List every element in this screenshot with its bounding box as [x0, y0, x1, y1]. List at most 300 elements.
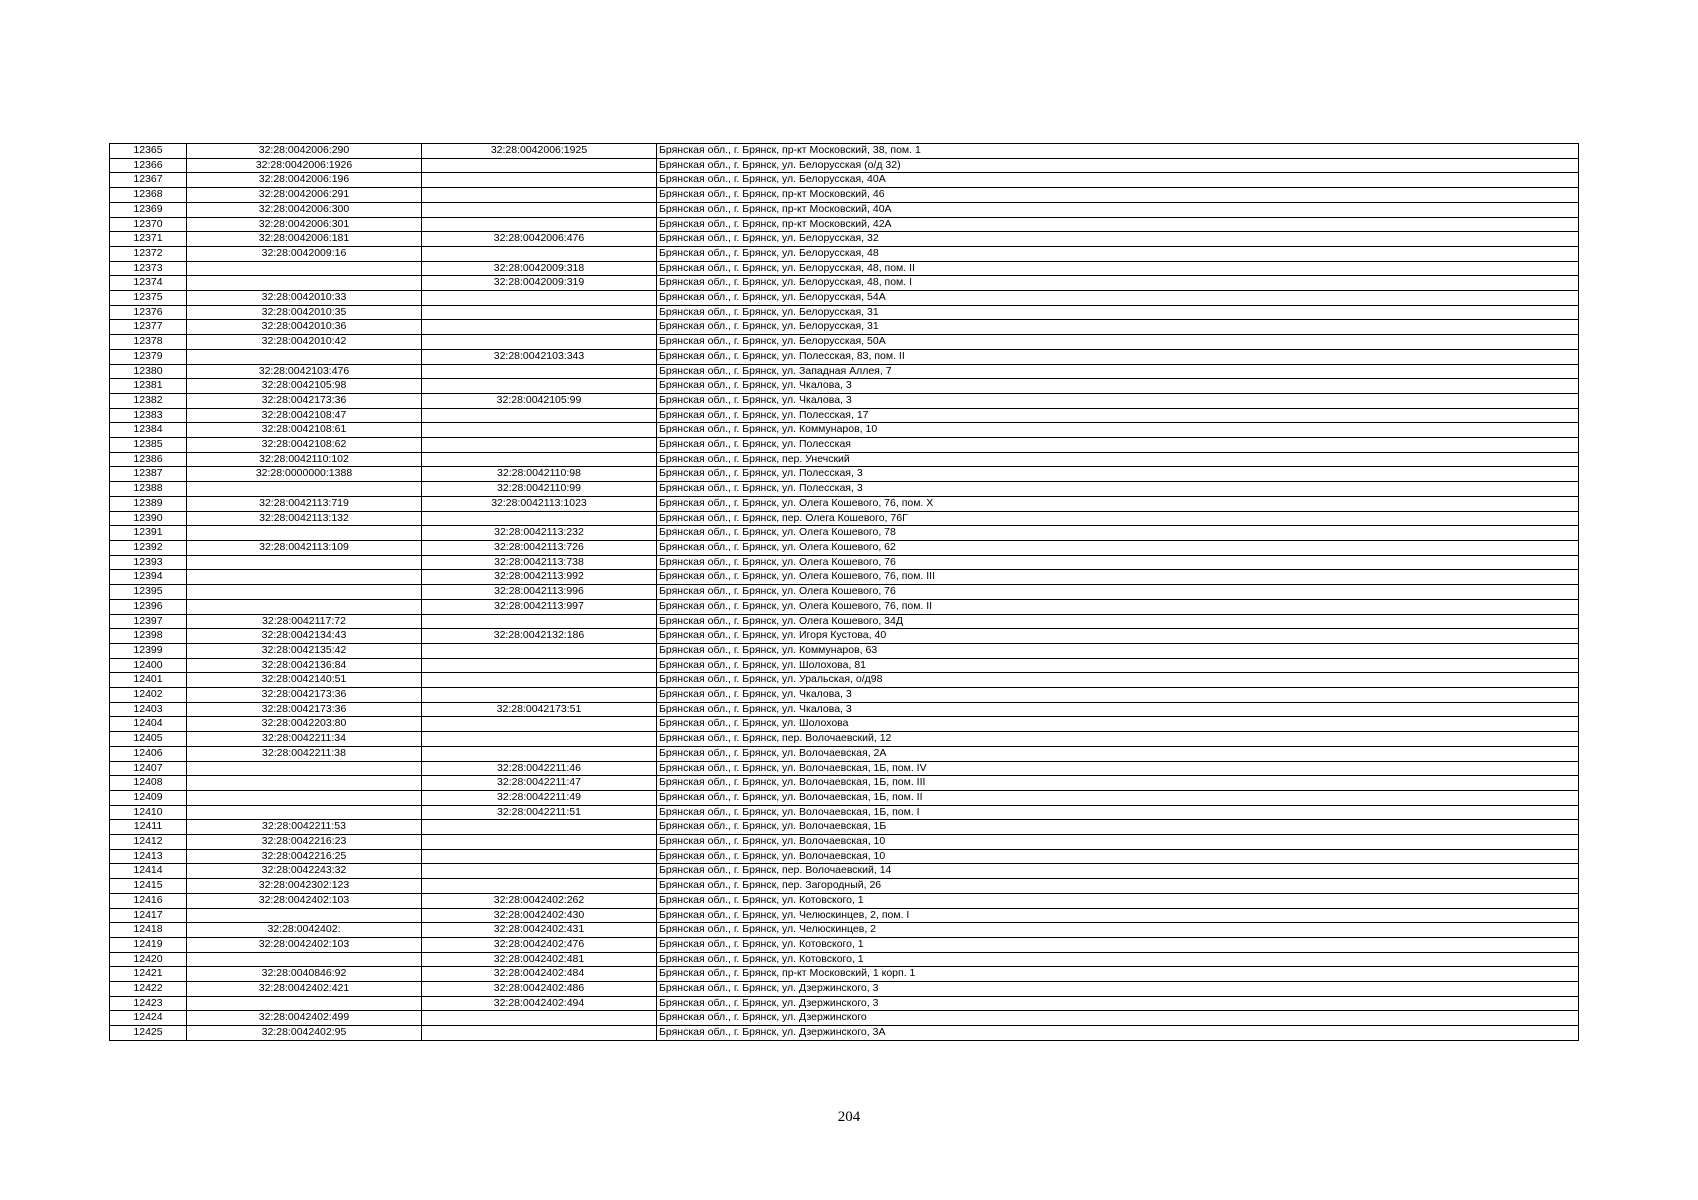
address-cell: Брянская обл., г. Брянск, ул. Коммунаров, 10: [657, 423, 1579, 438]
table-row: [110, 761, 1579, 776]
parcel-cadastral-number-cell: 32:28:0042211:38: [187, 746, 422, 761]
parcel-cadastral-number-cell: 32:28:0042108:47: [187, 408, 422, 423]
parcel-cadastral-number-cell: 32:28:0042010:35: [187, 305, 422, 320]
registry-table: [109, 143, 1579, 1041]
address-cell: Брянская обл., г. Брянск, пр-кт Московский, 46: [657, 188, 1579, 203]
address-cell: Брянская обл., г. Брянск, ул. Уральская, о/д98: [657, 673, 1579, 688]
address-cell: Брянская обл., г. Брянск, ул. Полесская, 17: [657, 408, 1579, 423]
table-row: [110, 349, 1579, 364]
object-cadastral-number-cell: [422, 746, 657, 761]
row-number-cell: 12409: [110, 790, 187, 805]
address-cell: Брянская обл., г. Брянск, ул. Белорусская (о/д 32): [657, 158, 1579, 173]
table-row: [110, 393, 1579, 408]
parcel-cadastral-number-cell: 32:28:0042006:291: [187, 188, 422, 203]
row-number-cell: 12388: [110, 482, 187, 497]
table-row: [110, 1011, 1579, 1026]
table-row: [110, 467, 1579, 482]
table-row: [110, 526, 1579, 541]
object-cadastral-number-cell: 32:28:0042402:430: [422, 908, 657, 923]
table-row: [110, 790, 1579, 805]
address-cell: Брянская обл., г. Брянск, ул. Волочаевская, 1Б, пом. I: [657, 805, 1579, 820]
parcel-cadastral-number-cell: 32:28:0042216:25: [187, 849, 422, 864]
address-cell: Брянская обл., г. Брянск, пр-кт Московский, 42А: [657, 217, 1579, 232]
object-cadastral-number-cell: 32:28:0042113:232: [422, 526, 657, 541]
row-number-cell: 12406: [110, 746, 187, 761]
address-cell: Брянская обл., г. Брянск, ул. Олега Кошевого, 76: [657, 585, 1579, 600]
table-row: [110, 805, 1579, 820]
address-cell: Брянская обл., г. Брянск, ул. Дзержинского, 3: [657, 982, 1579, 997]
address-cell: Брянская обл., г. Брянск, ул. Полесская: [657, 438, 1579, 453]
row-number-cell: 12412: [110, 835, 187, 850]
parcel-cadastral-number-cell: 32:28:0042108:61: [187, 423, 422, 438]
row-number-cell: 12416: [110, 893, 187, 908]
row-number-cell: 12423: [110, 996, 187, 1011]
object-cadastral-number-cell: [422, 511, 657, 526]
object-cadastral-number-cell: 32:28:0042103:343: [422, 349, 657, 364]
parcel-cadastral-number-cell: [187, 761, 422, 776]
parcel-cadastral-number-cell: 32:28:0042402:: [187, 923, 422, 938]
parcel-cadastral-number-cell: 32:28:0042140:51: [187, 673, 422, 688]
table-row: [110, 217, 1579, 232]
table-row: [110, 1026, 1579, 1041]
address-cell: Брянская обл., г. Брянск, ул. Волочаевская, 1Б, пом. IV: [657, 761, 1579, 776]
table-row: [110, 746, 1579, 761]
address-cell: Брянская обл., г. Брянск, ул. Чкалова, 3: [657, 379, 1579, 394]
parcel-cadastral-number-cell: 32:28:0042173:36: [187, 702, 422, 717]
table-row: [110, 452, 1579, 467]
address-cell: Брянская обл., г. Брянск, пер. Унечский: [657, 452, 1579, 467]
address-cell: Брянская обл., г. Брянск, ул. Волочаевская, 1Б, пом. II: [657, 790, 1579, 805]
parcel-cadastral-number-cell: [187, 349, 422, 364]
address-cell: Брянская обл., г. Брянск, ул. Волочаевская, 1Б, пом. III: [657, 776, 1579, 791]
address-cell: Брянская обл., г. Брянск, ул. Белорусская, 48, пом. II: [657, 261, 1579, 276]
table-row: [110, 438, 1579, 453]
row-number-cell: 12365: [110, 144, 187, 159]
parcel-cadastral-number-cell: 32:28:0042402:95: [187, 1026, 422, 1041]
table-row: [110, 673, 1579, 688]
table-row: [110, 629, 1579, 644]
parcel-cadastral-number-cell: [187, 585, 422, 600]
row-number-cell: 12390: [110, 511, 187, 526]
table-row: [110, 144, 1579, 159]
object-cadastral-number-cell: [422, 732, 657, 747]
row-number-cell: 12376: [110, 305, 187, 320]
table-row: [110, 849, 1579, 864]
parcel-cadastral-number-cell: 32:28:0042113:132: [187, 511, 422, 526]
address-cell: Брянская обл., г. Брянск, ул. Западная Аллея, 7: [657, 364, 1579, 379]
address-cell: Брянская обл., г. Брянск, ул. Олега Кошевого, 34Д: [657, 614, 1579, 629]
parcel-cadastral-number-cell: 32:28:0042103:476: [187, 364, 422, 379]
table-row: [110, 732, 1579, 747]
object-cadastral-number-cell: [422, 1011, 657, 1026]
row-number-cell: 12374: [110, 276, 187, 291]
object-cadastral-number-cell: [422, 673, 657, 688]
object-cadastral-number-cell: [422, 1026, 657, 1041]
table-row: [110, 908, 1579, 923]
parcel-cadastral-number-cell: 32:28:0042243:32: [187, 864, 422, 879]
object-cadastral-number-cell: [422, 217, 657, 232]
table-row: [110, 555, 1579, 570]
parcel-cadastral-number-cell: 32:28:0042113:719: [187, 496, 422, 511]
row-number-cell: 12377: [110, 320, 187, 335]
parcel-cadastral-number-cell: 32:28:0000000:1388: [187, 467, 422, 482]
row-number-cell: 12414: [110, 864, 187, 879]
row-number-cell: 12381: [110, 379, 187, 394]
table-row: [110, 585, 1579, 600]
row-number-cell: 12401: [110, 673, 187, 688]
table-row: [110, 937, 1579, 952]
parcel-cadastral-number-cell: [187, 908, 422, 923]
row-number-cell: 12373: [110, 261, 187, 276]
parcel-cadastral-number-cell: 32:28:0042203:80: [187, 717, 422, 732]
address-cell: Брянская обл., г. Брянск, ул. Дзержинского: [657, 1011, 1579, 1026]
row-number-cell: 12422: [110, 982, 187, 997]
table-row: [110, 276, 1579, 291]
object-cadastral-number-cell: [422, 688, 657, 703]
object-cadastral-number-cell: 32:28:0042211:51: [422, 805, 657, 820]
object-cadastral-number-cell: [422, 188, 657, 203]
parcel-cadastral-number-cell: [187, 996, 422, 1011]
table-row: [110, 820, 1579, 835]
parcel-cadastral-number-cell: 32:28:0042136:84: [187, 658, 422, 673]
parcel-cadastral-number-cell: 32:28:0042302:123: [187, 879, 422, 894]
row-number-cell: 12415: [110, 879, 187, 894]
object-cadastral-number-cell: [422, 408, 657, 423]
table-row: [110, 952, 1579, 967]
object-cadastral-number-cell: 32:28:0042110:98: [422, 467, 657, 482]
row-number-cell: 12425: [110, 1026, 187, 1041]
row-number-cell: 12389: [110, 496, 187, 511]
parcel-cadastral-number-cell: [187, 555, 422, 570]
row-number-cell: 12387: [110, 467, 187, 482]
row-number-cell: 12391: [110, 526, 187, 541]
row-number-cell: 12413: [110, 849, 187, 864]
object-cadastral-number-cell: 32:28:0042402:476: [422, 937, 657, 952]
parcel-cadastral-number-cell: 32:28:0042006:301: [187, 217, 422, 232]
row-number-cell: 12385: [110, 438, 187, 453]
table-row: [110, 835, 1579, 850]
parcel-cadastral-number-cell: 32:28:0042108:62: [187, 438, 422, 453]
row-number-cell: 12400: [110, 658, 187, 673]
parcel-cadastral-number-cell: 32:28:0042211:53: [187, 820, 422, 835]
row-number-cell: 12424: [110, 1011, 187, 1026]
parcel-cadastral-number-cell: 32:28:0042009:16: [187, 246, 422, 261]
table-row: [110, 261, 1579, 276]
page-number: 204: [837, 1109, 861, 1125]
object-cadastral-number-cell: 32:28:0042113:738: [422, 555, 657, 570]
object-cadastral-number-cell: 32:28:0042402:431: [422, 923, 657, 938]
parcel-cadastral-number-cell: [187, 526, 422, 541]
address-cell: Брянская обл., г. Брянск, ул. Полесская, 3: [657, 467, 1579, 482]
parcel-cadastral-number-cell: 32:28:0042402:103: [187, 893, 422, 908]
table-row: [110, 614, 1579, 629]
parcel-cadastral-number-cell: 32:28:0042006:181: [187, 232, 422, 247]
object-cadastral-number-cell: 32:28:0042173:51: [422, 702, 657, 717]
object-cadastral-number-cell: 32:28:0042402:262: [422, 893, 657, 908]
row-number-cell: 12403: [110, 702, 187, 717]
parcel-cadastral-number-cell: 32:28:0042402:421: [187, 982, 422, 997]
object-cadastral-number-cell: 32:28:0042402:486: [422, 982, 657, 997]
object-cadastral-number-cell: 32:28:0042132:186: [422, 629, 657, 644]
table-row: [110, 291, 1579, 306]
object-cadastral-number-cell: [422, 291, 657, 306]
object-cadastral-number-cell: 32:28:0042113:726: [422, 540, 657, 555]
parcel-cadastral-number-cell: 32:28:0042006:290: [187, 144, 422, 159]
parcel-cadastral-number-cell: 32:28:0042006:300: [187, 202, 422, 217]
row-number-cell: 12417: [110, 908, 187, 923]
parcel-cadastral-number-cell: 32:28:0040846:92: [187, 967, 422, 982]
table-row: [110, 599, 1579, 614]
row-number-cell: 12378: [110, 335, 187, 350]
table-row: [110, 688, 1579, 703]
row-number-cell: 12394: [110, 570, 187, 585]
object-cadastral-number-cell: [422, 423, 657, 438]
row-number-cell: 12369: [110, 202, 187, 217]
object-cadastral-number-cell: [422, 849, 657, 864]
parcel-cadastral-number-cell: 32:28:0042173:36: [187, 688, 422, 703]
row-number-cell: 12371: [110, 232, 187, 247]
object-cadastral-number-cell: 32:28:0042009:318: [422, 261, 657, 276]
address-cell: Брянская обл., г. Брянск, ул. Челюскинцев, 2, пом. I: [657, 908, 1579, 923]
parcel-cadastral-number-cell: 32:28:0042105:98: [187, 379, 422, 394]
object-cadastral-number-cell: [422, 879, 657, 894]
parcel-cadastral-number-cell: 32:28:0042216:23: [187, 835, 422, 850]
object-cadastral-number-cell: [422, 202, 657, 217]
table-row: [110, 570, 1579, 585]
parcel-cadastral-number-cell: [187, 570, 422, 585]
object-cadastral-number-cell: [422, 320, 657, 335]
table-row: [110, 893, 1579, 908]
object-cadastral-number-cell: [422, 173, 657, 188]
address-cell: Брянская обл., г. Брянск, ул. Белорусская, 50А: [657, 335, 1579, 350]
table-row: [110, 643, 1579, 658]
address-cell: Брянская обл., г. Брянск, пр-кт Московский, 40А: [657, 202, 1579, 217]
row-number-cell: 12368: [110, 188, 187, 203]
address-cell: Брянская обл., г. Брянск, ул. Волочаевская, 2А: [657, 746, 1579, 761]
row-number-cell: 12421: [110, 967, 187, 982]
parcel-cadastral-number-cell: 32:28:0042110:102: [187, 452, 422, 467]
row-number-cell: 12410: [110, 805, 187, 820]
parcel-cadastral-number-cell: 32:28:0042211:34: [187, 732, 422, 747]
parcel-cadastral-number-cell: 32:28:0042134:43: [187, 629, 422, 644]
row-number-cell: 12380: [110, 364, 187, 379]
parcel-cadastral-number-cell: [187, 599, 422, 614]
address-cell: Брянская обл., г. Брянск, ул. Белорусская, 48, пом. I: [657, 276, 1579, 291]
object-cadastral-number-cell: 32:28:0042006:476: [422, 232, 657, 247]
object-cadastral-number-cell: [422, 835, 657, 850]
row-number-cell: 12370: [110, 217, 187, 232]
object-cadastral-number-cell: [422, 614, 657, 629]
address-cell: Брянская обл., г. Брянск, ул. Челюскинцев, 2: [657, 923, 1579, 938]
object-cadastral-number-cell: 32:28:0042110:99: [422, 482, 657, 497]
table-row: [110, 879, 1579, 894]
table-row: [110, 923, 1579, 938]
address-cell: Брянская обл., г. Брянск, пер. Волочаевский, 12: [657, 732, 1579, 747]
row-number-cell: 12396: [110, 599, 187, 614]
table-row: [110, 511, 1579, 526]
address-cell: Брянская обл., г. Брянск, ул. Котовского, 1: [657, 937, 1579, 952]
row-number-cell: 12383: [110, 408, 187, 423]
address-cell: Брянская обл., г. Брянск, ул. Белорусская, 48: [657, 246, 1579, 261]
address-cell: Брянская обл., г. Брянск, пер. Загородный, 26: [657, 879, 1579, 894]
address-cell: Брянская обл., г. Брянск, пр-кт Московский, 1 корп. 1: [657, 967, 1579, 982]
parcel-cadastral-number-cell: 32:28:0042006:1926: [187, 158, 422, 173]
object-cadastral-number-cell: 32:28:0042113:996: [422, 585, 657, 600]
object-cadastral-number-cell: 32:28:0042105:99: [422, 393, 657, 408]
parcel-cadastral-number-cell: 32:28:0042010:33: [187, 291, 422, 306]
object-cadastral-number-cell: 32:28:0042402:481: [422, 952, 657, 967]
parcel-cadastral-number-cell: 32:28:0042006:196: [187, 173, 422, 188]
address-cell: Брянская обл., г. Брянск, ул. Чкалова, 3: [657, 702, 1579, 717]
object-cadastral-number-cell: [422, 717, 657, 732]
table-row: [110, 496, 1579, 511]
table-row: [110, 232, 1579, 247]
address-cell: Брянская обл., г. Брянск, ул. Чкалова, 3: [657, 688, 1579, 703]
row-number-cell: 12408: [110, 776, 187, 791]
row-number-cell: 12382: [110, 393, 187, 408]
object-cadastral-number-cell: [422, 864, 657, 879]
table-row: [110, 482, 1579, 497]
table-row: [110, 320, 1579, 335]
table-row: [110, 864, 1579, 879]
object-cadastral-number-cell: [422, 643, 657, 658]
parcel-cadastral-number-cell: 32:28:0042113:109: [187, 540, 422, 555]
address-cell: Брянская обл., г. Брянск, ул. Игоря Кустова, 40: [657, 629, 1579, 644]
address-cell: Брянская обл., г. Брянск, ул. Дзержинского, 3А: [657, 1026, 1579, 1041]
address-cell: Брянская обл., г. Брянск, ул. Волочаевская, 10: [657, 849, 1579, 864]
address-cell: Брянская обл., г. Брянск, ул. Белорусская, 31: [657, 305, 1579, 320]
row-number-cell: 12398: [110, 629, 187, 644]
table-row: [110, 379, 1579, 394]
row-number-cell: 12393: [110, 555, 187, 570]
parcel-cadastral-number-cell: [187, 482, 422, 497]
address-cell: Брянская обл., г. Брянск, пр-кт Московский, 38, пом. 1: [657, 144, 1579, 159]
table-row: [110, 717, 1579, 732]
object-cadastral-number-cell: [422, 379, 657, 394]
address-cell: Брянская обл., г. Брянск, ул. Белорусская, 31: [657, 320, 1579, 335]
row-number-cell: 12367: [110, 173, 187, 188]
parcel-cadastral-number-cell: [187, 261, 422, 276]
address-cell: Брянская обл., г. Брянск, ул. Белорусская, 40А: [657, 173, 1579, 188]
row-number-cell: 12418: [110, 923, 187, 938]
object-cadastral-number-cell: [422, 246, 657, 261]
row-number-cell: 12366: [110, 158, 187, 173]
object-cadastral-number-cell: [422, 820, 657, 835]
table-row: [110, 540, 1579, 555]
table-row: [110, 173, 1579, 188]
row-number-cell: 12379: [110, 349, 187, 364]
address-cell: Брянская обл., г. Брянск, ул. Олега Кошевого, 76, пом. III: [657, 570, 1579, 585]
address-cell: Брянская обл., г. Брянск, ул. Котовского, 1: [657, 893, 1579, 908]
table-row: [110, 967, 1579, 982]
address-cell: Брянская обл., г. Брянск, ул. Олега Кошевого, 78: [657, 526, 1579, 541]
address-cell: Брянская обл., г. Брянск, пер. Олега Кошевого, 76Г: [657, 511, 1579, 526]
object-cadastral-number-cell: [422, 158, 657, 173]
row-number-cell: 12420: [110, 952, 187, 967]
row-number-cell: 12375: [110, 291, 187, 306]
object-cadastral-number-cell: [422, 438, 657, 453]
object-cadastral-number-cell: 32:28:0042006:1925: [422, 144, 657, 159]
object-cadastral-number-cell: [422, 658, 657, 673]
object-cadastral-number-cell: 32:28:0042113:1023: [422, 496, 657, 511]
row-number-cell: 12419: [110, 937, 187, 952]
object-cadastral-number-cell: 32:28:0042211:49: [422, 790, 657, 805]
parcel-cadastral-number-cell: 32:28:0042402:499: [187, 1011, 422, 1026]
parcel-cadastral-number-cell: [187, 952, 422, 967]
table-row: [110, 364, 1579, 379]
table-row: [110, 996, 1579, 1011]
object-cadastral-number-cell: 32:28:0042211:47: [422, 776, 657, 791]
object-cadastral-number-cell: [422, 335, 657, 350]
object-cadastral-number-cell: 32:28:0042113:997: [422, 599, 657, 614]
row-number-cell: 12405: [110, 732, 187, 747]
object-cadastral-number-cell: 32:28:0042113:992: [422, 570, 657, 585]
table-row: [110, 776, 1579, 791]
table-row: [110, 423, 1579, 438]
table-row: [110, 408, 1579, 423]
registry-table-body: [110, 144, 1579, 1041]
parcel-cadastral-number-cell: 32:28:0042117:72: [187, 614, 422, 629]
parcel-cadastral-number-cell: [187, 276, 422, 291]
address-cell: Брянская обл., г. Брянск, ул. Олега Кошевого, 62: [657, 540, 1579, 555]
object-cadastral-number-cell: 32:28:0042211:46: [422, 761, 657, 776]
parcel-cadastral-number-cell: [187, 805, 422, 820]
row-number-cell: 12397: [110, 614, 187, 629]
address-cell: Брянская обл., г. Брянск, ул. Волочаевская, 10: [657, 835, 1579, 850]
parcel-cadastral-number-cell: 32:28:0042173:36: [187, 393, 422, 408]
row-number-cell: 12392: [110, 540, 187, 555]
object-cadastral-number-cell: [422, 452, 657, 467]
parcel-cadastral-number-cell: 32:28:0042010:42: [187, 335, 422, 350]
table-row: [110, 658, 1579, 673]
address-cell: Брянская обл., г. Брянск, ул. Дзержинского, 3: [657, 996, 1579, 1011]
table-row: [110, 158, 1579, 173]
parcel-cadastral-number-cell: [187, 790, 422, 805]
table-row: [110, 702, 1579, 717]
table-row: [110, 335, 1579, 350]
address-cell: Брянская обл., г. Брянск, ул. Котовского, 1: [657, 952, 1579, 967]
address-cell: Брянская обл., г. Брянск, ул. Полесская, 83, пом. II: [657, 349, 1579, 364]
address-cell: Брянская обл., г. Брянск, ул. Олега Кошевого, 76: [657, 555, 1579, 570]
address-cell: Брянская обл., г. Брянск, ул. Коммунаров, 63: [657, 643, 1579, 658]
parcel-cadastral-number-cell: 32:28:0042135:42: [187, 643, 422, 658]
object-cadastral-number-cell: [422, 305, 657, 320]
address-cell: Брянская обл., г. Брянск, ул. Белорусская, 54А: [657, 291, 1579, 306]
object-cadastral-number-cell: 32:28:0042402:484: [422, 967, 657, 982]
row-number-cell: 12404: [110, 717, 187, 732]
address-cell: Брянская обл., г. Брянск, ул. Шолохова, 81: [657, 658, 1579, 673]
address-cell: Брянская обл., г. Брянск, ул. Белорусская, 32: [657, 232, 1579, 247]
row-number-cell: 12402: [110, 688, 187, 703]
table-row: [110, 202, 1579, 217]
address-cell: Брянская обл., г. Брянск, ул. Олега Кошевого, 76, пом. II: [657, 599, 1579, 614]
address-cell: Брянская обл., г. Брянск, пер. Волочаевский, 14: [657, 864, 1579, 879]
address-cell: Брянская обл., г. Брянск, ул. Полесская, 3: [657, 482, 1579, 497]
parcel-cadastral-number-cell: [187, 776, 422, 791]
row-number-cell: 12399: [110, 643, 187, 658]
table-row: [110, 305, 1579, 320]
row-number-cell: 12411: [110, 820, 187, 835]
parcel-cadastral-number-cell: 32:28:0042010:36: [187, 320, 422, 335]
row-number-cell: 12384: [110, 423, 187, 438]
table-row: [110, 188, 1579, 203]
object-cadastral-number-cell: [422, 364, 657, 379]
object-cadastral-number-cell: 32:28:0042402:494: [422, 996, 657, 1011]
row-number-cell: 12386: [110, 452, 187, 467]
parcel-cadastral-number-cell: 32:28:0042402:103: [187, 937, 422, 952]
row-number-cell: 12407: [110, 761, 187, 776]
table-row: [110, 246, 1579, 261]
